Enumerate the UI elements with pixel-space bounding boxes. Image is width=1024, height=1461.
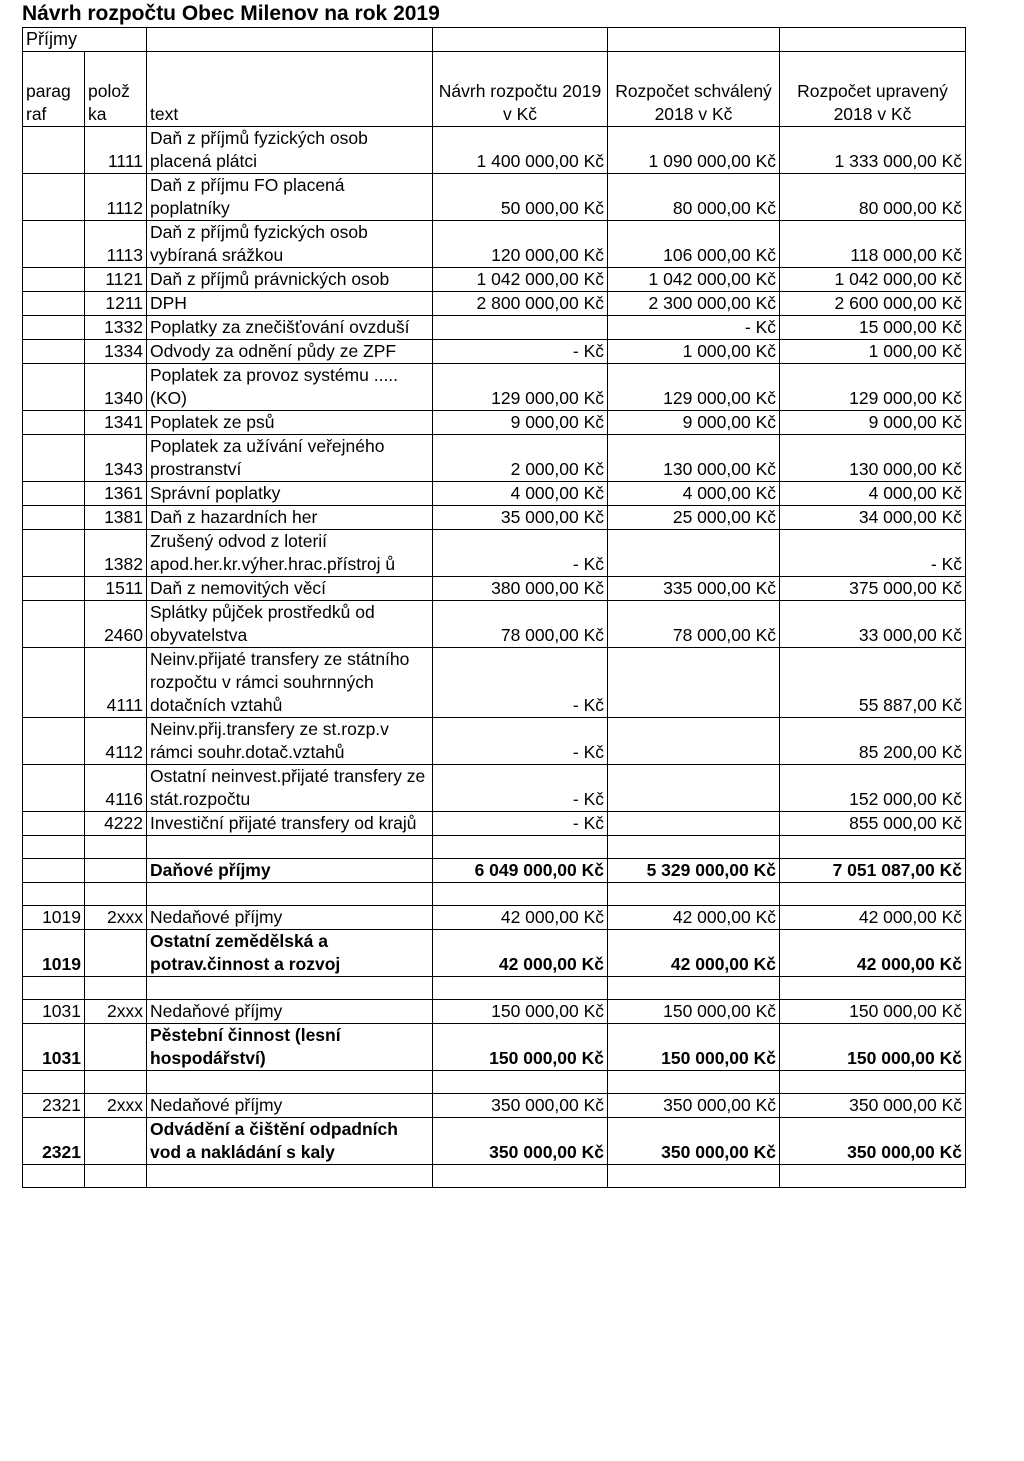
cell-navrh-2019: 1 400 000,00 Kč [433, 127, 608, 174]
table-row [23, 530, 966, 577]
cell-polozka: 2460 [85, 601, 147, 648]
cell-navrh-2019: 9 000,00 Kč [433, 411, 608, 435]
cell-upraveny-2018: 2 600 000,00 Kč [780, 292, 966, 316]
cell-upraveny-2018: 350 000,00 Kč [780, 1094, 966, 1118]
cell-navrh-2019: 78 000,00 Kč [433, 601, 608, 648]
empty-cell [780, 977, 966, 1000]
header-text: text [147, 52, 433, 127]
cell-upraveny-2018: 80 000,00 Kč [780, 174, 966, 221]
section-header-row [23, 28, 966, 52]
cell-navrh-2019: 50 000,00 Kč [433, 174, 608, 221]
table-row [23, 812, 966, 836]
cell-text: Daň z nemovitých věcí [147, 577, 433, 601]
cell-text: Daň z hazardních her [147, 506, 433, 530]
empty-cell [23, 836, 85, 859]
cell-upraveny-2018: 375 000,00 Kč [780, 577, 966, 601]
subtotal-row [23, 1024, 966, 1071]
cell-schvaleny-2018: 42 000,00 Kč [608, 930, 780, 977]
empty-cell [23, 977, 85, 1000]
cell-text: Nedaňové příjmy [147, 1094, 433, 1118]
cell-polozka [85, 1118, 147, 1165]
cell-text: Odvádění a čištění odpadních vod a nakládání s kaly [147, 1118, 433, 1165]
cell-schvaleny-2018: - Kč [608, 316, 780, 340]
table-row [23, 1000, 966, 1024]
cell-text: Nedaňové příjmy [147, 1000, 433, 1024]
cell-text: Poplatek za provoz systému ..... (KO) [147, 364, 433, 411]
cell-schvaleny-2018: 335 000,00 Kč [608, 577, 780, 601]
cell-upraveny-2018: 9 000,00 Kč [780, 411, 966, 435]
cell-schvaleny-2018: 130 000,00 Kč [608, 435, 780, 482]
cell-navrh-2019: - Kč [433, 340, 608, 364]
cell-polozka: 2xxx [85, 906, 147, 930]
empty-cell [608, 977, 780, 1000]
cell-upraveny-2018: 34 000,00 Kč [780, 506, 966, 530]
cell-polozka: 1340 [85, 364, 147, 411]
cell-paragraf: 1031 [23, 1024, 85, 1071]
header-schvaleny-2018: Rozpočet schválený 2018 v Kč [608, 52, 780, 127]
empty-cell [433, 28, 608, 52]
cell-upraveny-2018: 7 051 087,00 Kč [780, 859, 966, 883]
cell-polozka: 1511 [85, 577, 147, 601]
empty-cell [147, 1071, 433, 1094]
cell-polozka: 1341 [85, 411, 147, 435]
header-navrh-2019: Návrh rozpočtu 2019 v Kč [433, 52, 608, 127]
empty-cell [433, 1165, 608, 1188]
cell-upraveny-2018: 150 000,00 Kč [780, 1024, 966, 1071]
cell-navrh-2019: 350 000,00 Kč [433, 1094, 608, 1118]
cell-paragraf: 1019 [23, 930, 85, 977]
empty-cell [147, 977, 433, 1000]
empty-cell [433, 977, 608, 1000]
cell-navrh-2019: - Kč [433, 648, 608, 718]
empty-cell [780, 836, 966, 859]
cell-text: Ostatní neinvest.přijaté transfery ze stát.rozpočtu [147, 765, 433, 812]
spacer-row [23, 977, 966, 1000]
cell-polozka: 1334 [85, 340, 147, 364]
cell-schvaleny-2018: 1 000,00 Kč [608, 340, 780, 364]
cell-upraveny-2018: 33 000,00 Kč [780, 601, 966, 648]
cell-paragraf: 2321 [23, 1118, 85, 1165]
cell-polozka [85, 930, 147, 977]
table-row [23, 577, 966, 601]
header-polozka: polož ka [85, 52, 147, 127]
cell-polozka: 4111 [85, 648, 147, 718]
budget-table-body [23, 28, 966, 1188]
cell-polozka: 1343 [85, 435, 147, 482]
cell-schvaleny-2018: 350 000,00 Kč [608, 1118, 780, 1165]
spacer-row [23, 883, 966, 906]
cell-schvaleny-2018: 9 000,00 Kč [608, 411, 780, 435]
cell-schvaleny-2018 [608, 648, 780, 718]
header-paragraf: parag raf [23, 52, 85, 127]
table-row [23, 292, 966, 316]
cell-navrh-2019: 2 000,00 Kč [433, 435, 608, 482]
cell-schvaleny-2018 [608, 812, 780, 836]
cell-paragraf [23, 577, 85, 601]
cell-polozka: 2xxx [85, 1094, 147, 1118]
table-row [23, 1094, 966, 1118]
table-row [23, 316, 966, 340]
cell-text: Poplatky za znečišťování ovzduší [147, 316, 433, 340]
cell-text: Odvody za odnění půdy ze ZPF [147, 340, 433, 364]
cell-paragraf [23, 648, 85, 718]
cell-paragraf [23, 765, 85, 812]
cell-schvaleny-2018: 1 090 000,00 Kč [608, 127, 780, 174]
empty-cell [23, 883, 85, 906]
cell-navrh-2019: 6 049 000,00 Kč [433, 859, 608, 883]
empty-cell [608, 1071, 780, 1094]
cell-upraveny-2018: 15 000,00 Kč [780, 316, 966, 340]
cell-paragraf [23, 221, 85, 268]
cell-upraveny-2018: 118 000,00 Kč [780, 221, 966, 268]
cell-paragraf: 2321 [23, 1094, 85, 1118]
cell-navrh-2019: 150 000,00 Kč [433, 1000, 608, 1024]
cell-upraveny-2018: 150 000,00 Kč [780, 1000, 966, 1024]
cell-text: Pěstební činnost (lesní hospodářství) [147, 1024, 433, 1071]
empty-cell [85, 977, 147, 1000]
cell-polozka: 1381 [85, 506, 147, 530]
cell-text: DPH [147, 292, 433, 316]
cell-paragraf [23, 127, 85, 174]
table-row [23, 906, 966, 930]
budget-table [22, 27, 966, 1188]
cell-text: Ostatní zemědělská a potrav.činnost a rozvoj [147, 930, 433, 977]
table-row [23, 174, 966, 221]
cell-text: Daň z příjmů právnických osob [147, 268, 433, 292]
empty-cell [780, 28, 966, 52]
cell-paragraf [23, 482, 85, 506]
subtotal-row [23, 930, 966, 977]
cell-paragraf [23, 364, 85, 411]
cell-upraveny-2018: 152 000,00 Kč [780, 765, 966, 812]
cell-schvaleny-2018 [608, 718, 780, 765]
empty-cell [608, 883, 780, 906]
table-row [23, 765, 966, 812]
cell-paragraf [23, 316, 85, 340]
cell-upraveny-2018: 1 042 000,00 Kč [780, 268, 966, 292]
empty-cell [85, 1071, 147, 1094]
cell-schvaleny-2018: 25 000,00 Kč [608, 506, 780, 530]
cell-navrh-2019: - Kč [433, 530, 608, 577]
table-row [23, 411, 966, 435]
cell-schvaleny-2018 [608, 530, 780, 577]
empty-cell [433, 1071, 608, 1094]
empty-cell [608, 836, 780, 859]
cell-polozka [85, 859, 147, 883]
cell-navrh-2019: 120 000,00 Kč [433, 221, 608, 268]
empty-cell [147, 836, 433, 859]
cell-paragraf [23, 292, 85, 316]
empty-cell [433, 883, 608, 906]
cell-text: Daň z příjmu FO placená poplatníky [147, 174, 433, 221]
cell-paragraf [23, 340, 85, 364]
cell-polozka: 4222 [85, 812, 147, 836]
cell-upraveny-2018: 855 000,00 Kč [780, 812, 966, 836]
subtotal-row [23, 859, 966, 883]
cell-text: Poplatek ze psů [147, 411, 433, 435]
cell-schvaleny-2018 [608, 765, 780, 812]
empty-cell [608, 28, 780, 52]
cell-paragraf [23, 718, 85, 765]
cell-paragraf [23, 530, 85, 577]
table-row [23, 364, 966, 411]
cell-polozka: 1382 [85, 530, 147, 577]
cell-schvaleny-2018: 80 000,00 Kč [608, 174, 780, 221]
cell-text: Poplatek za užívání veřejného prostranství [147, 435, 433, 482]
table-row [23, 221, 966, 268]
empty-cell [147, 883, 433, 906]
cell-polozka: 1121 [85, 268, 147, 292]
table-row [23, 648, 966, 718]
table-row [23, 506, 966, 530]
cell-polozka [85, 1024, 147, 1071]
cell-paragraf: 1031 [23, 1000, 85, 1024]
cell-polozka: 1332 [85, 316, 147, 340]
cell-navrh-2019: 2 800 000,00 Kč [433, 292, 608, 316]
cell-navrh-2019: 380 000,00 Kč [433, 577, 608, 601]
cell-schvaleny-2018: 350 000,00 Kč [608, 1094, 780, 1118]
cell-text: Neinv.přijaté transfery ze státního rozpočtu v rámci souhrnných dotačních vztahů [147, 648, 433, 718]
cell-paragraf [23, 601, 85, 648]
cell-text: Daň z příjmů fyzických osob vybíraná srážkou [147, 221, 433, 268]
empty-cell [147, 28, 433, 52]
cell-upraveny-2018: 1 333 000,00 Kč [780, 127, 966, 174]
cell-navrh-2019: 35 000,00 Kč [433, 506, 608, 530]
cell-text: Splátky půjček prostředků od obyvatelstva [147, 601, 433, 648]
spacer-row [23, 836, 966, 859]
cell-upraveny-2018: 85 200,00 Kč [780, 718, 966, 765]
cell-text: Nedaňové příjmy [147, 906, 433, 930]
cell-navrh-2019: 4 000,00 Kč [433, 482, 608, 506]
empty-cell [608, 1165, 780, 1188]
cell-navrh-2019: - Kč [433, 718, 608, 765]
empty-cell [433, 836, 608, 859]
cell-polozka: 4112 [85, 718, 147, 765]
cell-navrh-2019: 1 042 000,00 Kč [433, 268, 608, 292]
cell-schvaleny-2018: 42 000,00 Kč [608, 906, 780, 930]
table-row [23, 601, 966, 648]
cell-polozka: 4116 [85, 765, 147, 812]
table-row [23, 268, 966, 292]
spacer-row [23, 1165, 966, 1188]
cell-upraveny-2018: 1 000,00 Kč [780, 340, 966, 364]
cell-upraveny-2018: 350 000,00 Kč [780, 1118, 966, 1165]
empty-cell [23, 1165, 85, 1188]
empty-cell [780, 1071, 966, 1094]
cell-paragraf [23, 174, 85, 221]
cell-schvaleny-2018: 78 000,00 Kč [608, 601, 780, 648]
cell-navrh-2019: - Kč [433, 765, 608, 812]
cell-text: Neinv.přij.transfery ze st.rozp.v rámci souhr.dotač.vztahů [147, 718, 433, 765]
cell-schvaleny-2018: 106 000,00 Kč [608, 221, 780, 268]
cell-schvaleny-2018: 150 000,00 Kč [608, 1000, 780, 1024]
cell-navrh-2019: 42 000,00 Kč [433, 906, 608, 930]
cell-text: Zrušený odvod z loterií apod.her.kr.výher.hrac.přístroj ů [147, 530, 433, 577]
cell-navrh-2019: 129 000,00 Kč [433, 364, 608, 411]
cell-upraveny-2018: 42 000,00 Kč [780, 930, 966, 977]
cell-text: Investiční přijaté transfery od krajů [147, 812, 433, 836]
cell-polozka: 1211 [85, 292, 147, 316]
cell-paragraf [23, 812, 85, 836]
cell-upraveny-2018: 129 000,00 Kč [780, 364, 966, 411]
cell-paragraf: 1019 [23, 906, 85, 930]
document-title: Návrh rozpočtu Obec Milenov na rok 2019 [22, 2, 440, 25]
spacer-row [23, 1071, 966, 1094]
cell-upraveny-2018: 130 000,00 Kč [780, 435, 966, 482]
column-header-row [23, 52, 966, 127]
cell-polozka: 1112 [85, 174, 147, 221]
cell-polozka: 1111 [85, 127, 147, 174]
cell-navrh-2019: 350 000,00 Kč [433, 1118, 608, 1165]
cell-navrh-2019: - Kč [433, 812, 608, 836]
cell-navrh-2019 [433, 316, 608, 340]
cell-upraveny-2018: - Kč [780, 530, 966, 577]
empty-cell [85, 836, 147, 859]
cell-paragraf [23, 411, 85, 435]
cell-schvaleny-2018: 1 042 000,00 Kč [608, 268, 780, 292]
empty-cell [147, 1165, 433, 1188]
cell-polozka: 2xxx [85, 1000, 147, 1024]
cell-schvaleny-2018: 5 329 000,00 Kč [608, 859, 780, 883]
cell-navrh-2019: 150 000,00 Kč [433, 1024, 608, 1071]
empty-cell [780, 1165, 966, 1188]
cell-paragraf [23, 435, 85, 482]
empty-cell [23, 1071, 85, 1094]
section-label: Příjmy [23, 28, 147, 52]
cell-paragraf [23, 268, 85, 292]
empty-cell [85, 883, 147, 906]
cell-text: Správní poplatky [147, 482, 433, 506]
cell-text: Daň z příjmů fyzických osob placená plátci [147, 127, 433, 174]
cell-upraveny-2018: 4 000,00 Kč [780, 482, 966, 506]
table-row [23, 127, 966, 174]
header-upraveny-2018: Rozpočet upravený 2018 v Kč [780, 52, 966, 127]
table-row [23, 435, 966, 482]
cell-schvaleny-2018: 2 300 000,00 Kč [608, 292, 780, 316]
cell-text: Daňové příjmy [147, 859, 433, 883]
cell-paragraf [23, 506, 85, 530]
empty-cell [780, 883, 966, 906]
table-row [23, 718, 966, 765]
cell-navrh-2019: 42 000,00 Kč [433, 930, 608, 977]
cell-schvaleny-2018: 129 000,00 Kč [608, 364, 780, 411]
cell-schvaleny-2018: 150 000,00 Kč [608, 1024, 780, 1071]
cell-upraveny-2018: 55 887,00 Kč [780, 648, 966, 718]
subtotal-row [23, 1118, 966, 1165]
cell-polozka: 1113 [85, 221, 147, 268]
cell-upraveny-2018: 42 000,00 Kč [780, 906, 966, 930]
empty-cell [85, 1165, 147, 1188]
cell-polozka: 1361 [85, 482, 147, 506]
table-row [23, 340, 966, 364]
table-row [23, 482, 966, 506]
cell-paragraf [23, 859, 85, 883]
cell-schvaleny-2018: 4 000,00 Kč [608, 482, 780, 506]
